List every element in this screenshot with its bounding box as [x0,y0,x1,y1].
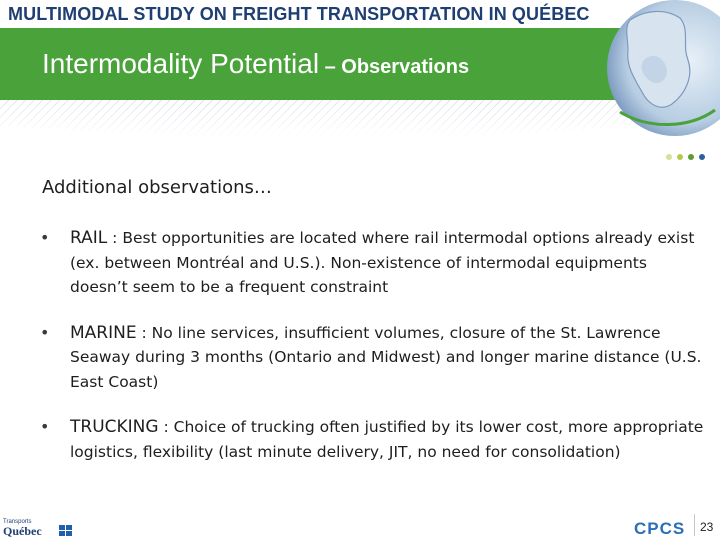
slide-title [42,48,469,80]
bullet-dot-icon: • [40,322,50,342]
bullet-separator: : [158,418,174,436]
bullet-separator: : [136,323,152,342]
bullet-dot-icon: • [40,228,50,247]
bullet-term: TRUCKING [70,417,159,437]
slide-title-main: Intermodality Potential [42,48,320,79]
cpcs-logo-text: CPCS [634,519,686,538]
bullet-list [40,226,705,485]
bullet-rail [40,226,705,300]
qc-logo-small-text: Transports [3,519,32,525]
bullet-text: No line services, insufficient volumes, closure of the St. Lawrence Seaway during 3 months (Ontario and Midwest) and longer marine distance (U.S. East Coast) [70,323,702,391]
bullet-separator: : [107,229,123,247]
decorative-dots [662,150,712,164]
cpcs-logo [632,516,692,538]
footer-divider [694,514,695,536]
intro-text: Additional observations… [42,177,272,198]
bullet-text: Best opportunities are located where rail intermodal options already exist (ex. between Montréal and U.S.). Non-existence of intermodal equipments doesn’t seem to be a frequent constraint [70,229,695,296]
slide-title-sub: – Observations [319,56,470,78]
bullet-marine [40,321,705,395]
bullet-term: MARINE [70,322,137,343]
qc-logo-big-text: Québec [3,524,42,538]
quebec-logo [2,516,78,538]
study-title: MULTIMODAL STUDY ON FREIGHT TRANSPORTATION IN QUÉBEC [8,4,590,24]
bullet-text: Choice of trucking often justified by its lower cost, more appropriate logistics, flexibility (last minute delivery, JIT, no need for consolidation) [70,418,704,461]
page-number: 23 [700,520,714,534]
quebec-globe-icon [590,0,720,140]
bullet-trucking [40,415,705,464]
bullet-dot-icon: • [40,417,50,436]
bullet-term: RAIL [70,228,108,248]
